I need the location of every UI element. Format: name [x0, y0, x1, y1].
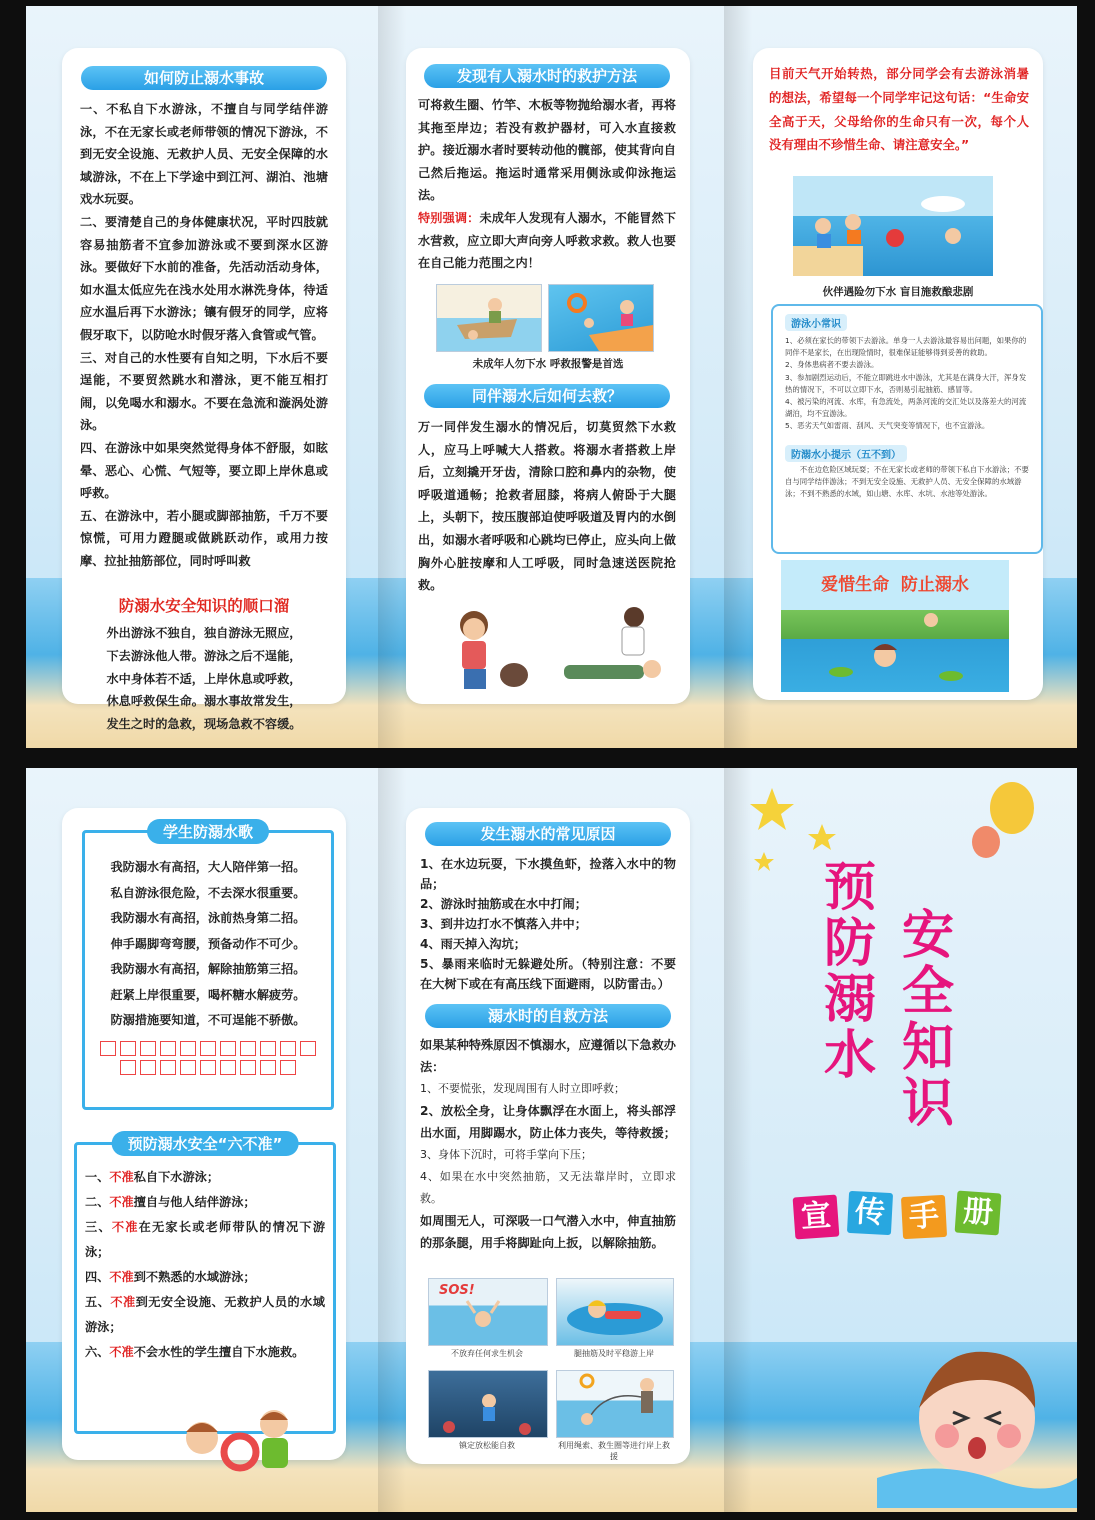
banner-text: 爱惜生命 防止溺水 [821, 575, 969, 595]
emphasis-text: 未成年人发现有人溺水，不能冒然下水营救，应立即大声向旁人呼救求救。救人也要在自己能力范围之内！ [418, 210, 676, 271]
boat-icon [437, 285, 541, 351]
step-item: 1、不要慌张，发现周围有人时立即呼救； [420, 1082, 625, 1095]
self-rescue-outro: 如周围无人，可深吸一口气潜入水中，伸直抽筋的那条腿，用手将脚趾向上扳，以解除抽筋。 [420, 1214, 676, 1250]
emphasis-label: 特别强调： [418, 210, 480, 225]
beach-danger-illustration [793, 176, 993, 276]
rhyme-line: 外出游泳不独自，独自游泳无照应， [106, 626, 302, 641]
rescue-paragraph: 可将救生圈、竹竿、木板等物抛给溺水者，再将其拖至岸边；若没有救护器材，可入水直接救护。接近溺水者时要转动他的髋部，使其背向自己然后拖运。拖运时通常采用侧泳或仰泳拖运法。 [418, 98, 676, 203]
section-title-causes: 发生溺水的常见原因 [425, 822, 671, 846]
panel-rescue-methods [406, 48, 690, 704]
cover-title-char: 知 [902, 1018, 955, 1078]
emphasis-paragraph [418, 207, 676, 275]
cover-title-char: 水 [824, 1026, 877, 1086]
six-rules-title: 预防溺水安全“六不准” [112, 1131, 299, 1156]
song-line: 伸手踢脚弯弯腰，预备动作不可少。 [110, 936, 306, 951]
cover-title-char: 识 [902, 1074, 955, 1134]
section-title-prevention: 如何防止溺水事故 [81, 66, 327, 90]
rule-item: 三、不准在无家长或老师带队的情况下游泳； [85, 1220, 326, 1259]
song-lines [85, 833, 331, 1034]
swimming-tips-box [771, 304, 1043, 554]
cover-panel [736, 768, 1077, 1512]
subtitle-tile: 传 [847, 1191, 893, 1235]
fold-shadow [724, 6, 752, 748]
subtitle-tile: 手 [901, 1195, 947, 1239]
cause-item: 3、到井边打水不慎落入井中； [420, 917, 587, 931]
stars-and-balloons [736, 768, 1077, 918]
song-line: 赶紧上岸很重要，喝杯糖水解疲劳。 [110, 987, 306, 1002]
cover-title-char: 安 [902, 906, 955, 966]
brochure-outside [26, 768, 1077, 1512]
rescue-caption: 未成年人勿下水 呼救报警是首选 [472, 358, 624, 370]
five-no-title: 防溺水小提示（五不到） [785, 445, 907, 462]
self-rescue-intro: 如果某种特殊原因不慎溺水，应遵循以下急救办法： [420, 1038, 676, 1074]
song-line: 私自游泳很危险，不去深水很重要。 [110, 885, 306, 900]
paragraph: 一、不私自下水游泳，不擅自与同学结伴游泳，不在无家长或老师带领的情况下游泳，不到无安全设施、无救护人员、无安全保障的水域游泳，不在上下学途中到江河、湖泊、池塘戏水玩耍。 [80, 102, 328, 207]
tips-title: 游泳小常识 [785, 314, 847, 331]
tips-list [785, 335, 1031, 433]
cover-title-char: 溺 [824, 970, 877, 1030]
tip-item: 2、身体患病者不要去游泳。 [785, 360, 879, 370]
step-item: 3、身体下沉时，可将手掌向下压； [420, 1148, 592, 1161]
drowning-boy-icon [429, 1279, 547, 1345]
cause-item: 4、雨天掉入沟坑； [420, 937, 526, 951]
balloon-icon [990, 782, 1034, 834]
panel-safety-notice [753, 48, 1043, 700]
cause-item: 1、在水边玩耍，下水摸鱼虾，捡落入水中的物品； [420, 857, 676, 891]
rope-rescue-icon [557, 1371, 673, 1437]
panel-song-and-rules [62, 808, 346, 1460]
drowning-child-icon [781, 560, 1009, 692]
floating-swimmer-icon [557, 1279, 673, 1345]
image-caption: 腿抽筋及时平稳游上岸 [574, 1349, 654, 1358]
image-caption: 不放弃任何求生机会 [451, 1349, 523, 1358]
song-line: 防溺措施要知道，不可逞能不骄傲。 [110, 1013, 306, 1027]
paragraph: 二、要清楚自己的身体健康状况，平时四肢就容易抽筋者不宜参加游泳或不要到深水区游泳。要做好下水前的准备，先活动活动身体，如水温太低应先在浅水处用水淋洗身体，待适应水温后再下水游泳；镶有假牙的同学，应将假牙取下，以防呛水时假牙落入食管或气管。 [80, 214, 328, 342]
underwater-illustration [428, 1370, 548, 1438]
rhyme-lines [80, 622, 328, 735]
section-title-rescue: 发现有人溺水时的救护方法 [424, 64, 670, 88]
rule-item: 五、不准到无安全设施、无救护人员的水域游泳； [85, 1295, 325, 1334]
crying-boy-illustration [877, 1308, 1077, 1508]
cover-title-char: 预 [824, 858, 877, 918]
section-title-self-rescue: 溺水时的自救方法 [425, 1004, 671, 1028]
panel-prevent-drowning [62, 48, 346, 731]
blank-boxes [85, 1038, 331, 1076]
song-box [82, 823, 334, 1110]
prevention-paragraphs [80, 98, 328, 572]
sos-illustration [428, 1278, 548, 1346]
paragraph: 四、在游泳中如果突然觉得身体不舒服，如眩晕、恶心、心慌、气短等，要立即上岸休息或呼救。 [80, 440, 328, 501]
danger-caption: 伙伴遇险勿下水 盲目施救酿悲剧 [822, 286, 974, 298]
kids-with-lifebuoy-illustration [162, 1408, 312, 1488]
rule-item: 四、不准到不熟悉的水域游泳； [85, 1270, 256, 1284]
star-icon [754, 852, 774, 871]
step-item: 4、如果在水中突然抽筋，又无法靠岸时，立即求救。 [420, 1170, 676, 1205]
cpr-illustration [424, 603, 684, 699]
song-line: 我防溺水有高招，大人陪伴第一招。 [110, 860, 306, 874]
paragraph: 五、在游泳中，若小腿或脚部抽筋，千万不要惊慌，可用力蹬腿或做跳跃动作，或用力按摩、拉扯抽筋部位，同时呼叫救 [80, 508, 328, 568]
brochure-inside [26, 6, 1077, 748]
tip-item: 3、参加剧烈运动后，不能立即跳进水中游泳，尤其是在满身大汗，浑身发热的情况下，不可以立即下水，否则易引起抽筋、感冒等。 [785, 372, 1027, 394]
song-title: 学生防溺水歌 [147, 819, 269, 844]
tip-item: 1、必须在家长的带领下去游泳。单身一人去游泳最容易出问题，如果你的同伴不是家长，在出现险情时，很难保证能够得到妥善的救助。 [785, 336, 1027, 358]
song-line: 我防溺水有高招，泳前热身第二招。 [110, 911, 306, 925]
rhyme-line: 发生之时的急救，现场急救不容缓。 [106, 716, 302, 731]
rope-rescue-illustration [556, 1370, 674, 1438]
rule-item: 六、不准不会水性的学生擅自下水施救。 [85, 1345, 305, 1359]
partner-rescue-paragraph: 万一同伴发生溺水的情况后，切莫贸然下水救人，应马上呼喊大人搭救。将溺水者搭救上岸后，立刻撬开牙齿，清除口腔和鼻内的杂物，使呼吸道通畅；抢救者屈膝，将病人俯卧于大腿上，头朝下，按压腹部迫使呼吸道及胃内的水倒出，如溺水者呼吸和心跳均已停止，应头向上做胸外心脏按摩和人工呼吸，同时急速送医院抢救。 [418, 420, 676, 593]
six-rules-box [74, 1135, 336, 1434]
five-no-text: 不在边危险区域玩耍；不在无家长或老师的带领下私自下水游泳；不要自与同学结伴游泳；不到无安全设施、无救护人员、无安全保障的水域游泳；不到不熟悉的水域，如山塘、水库、水坑、水池等处游泳。 [785, 464, 1029, 499]
subtitle-tile: 册 [955, 1191, 1002, 1236]
image-caption: 利用绳索、救生圈等进行岸上救援 [558, 1441, 670, 1461]
fold-shadow [378, 6, 406, 748]
section-title-partner-rescue: 同伴溺水后如何去救？ [424, 384, 670, 408]
tip-item: 4、被污染的河流、水库，有急流处，两条河流的交汇处以及落差大的河流湖泊，均不宜游泳。 [785, 397, 1027, 419]
rhyme-title: 防溺水安全知识的顺口溜 [118, 597, 290, 616]
panel-causes-self-rescue [406, 808, 690, 1464]
star-icon [750, 788, 794, 830]
diver-icon [429, 1371, 547, 1437]
tip-item: 5、恶劣天气如雷雨、刮风、天气突变等情况下，也不宜游泳。 [785, 421, 990, 431]
six-rules-list [77, 1145, 333, 1365]
rule-item: 二、不准擅自与他人结伴游泳； [85, 1195, 256, 1209]
rhyme-line: 水中身体若不适，上岸休息或呼救， [106, 671, 302, 686]
star-icon [808, 824, 836, 850]
cover-title-char: 全 [902, 962, 955, 1022]
children-in-sea-icon [793, 176, 993, 276]
rhyme-line: 下去游泳他人带。游泳之后不逞能， [106, 649, 302, 664]
lifebuoy-icon [549, 285, 653, 351]
sos-text: SOS! [439, 1283, 475, 1298]
lifebuoy-illustration [548, 284, 654, 352]
self-rescue-steps [420, 1078, 676, 1210]
subtitle-tile: 宣 [793, 1195, 840, 1240]
rhyme-line: 休息呼救保生命。溺水事故常发生， [106, 694, 302, 709]
safety-intro: 目前天气开始转热，部分同学会有去游泳消暑的想法，希望每一个同学牢记这句话：“生命安全高于天，父母给你的生命只有一次，每个人没有理由不珍惜生命、请注意安全。” [769, 66, 1029, 153]
causes-list [420, 854, 676, 994]
cherish-life-banner [781, 560, 1009, 692]
paragraph: 三、对自己的水性要有自知之明，下水后不要逞能，不要贸然跳水和潜泳，更不能互相打闹，以免喝水和溺水。不要在急流和漩涡处游泳。 [80, 350, 328, 433]
boat-rescue-illustration [436, 284, 542, 352]
cause-item: 2、游泳时抽筋或在水中打闹； [420, 897, 587, 911]
cause-item: 5、暴雨来临时无躲避处所。（特别注意：不要在大树下或在有高压线下面避雨，以防雷击。） [420, 957, 676, 991]
step-item: 2、放松全身，让身体飘浮在水面上，将头部浮出水面，用脚踢水，防止体力丧失，等待救援； [420, 1104, 676, 1140]
cover-title-char: 防 [824, 914, 877, 974]
fold-shadow [378, 768, 406, 1512]
balloon-icon [972, 826, 1000, 858]
float-illustration [556, 1278, 674, 1346]
rule-item: 一、不准私自下水游泳； [85, 1170, 220, 1184]
song-line: 我防溺水有高招，解除抽筋第三招。 [110, 962, 306, 976]
image-caption: 镇定放松能自救 [459, 1441, 515, 1450]
